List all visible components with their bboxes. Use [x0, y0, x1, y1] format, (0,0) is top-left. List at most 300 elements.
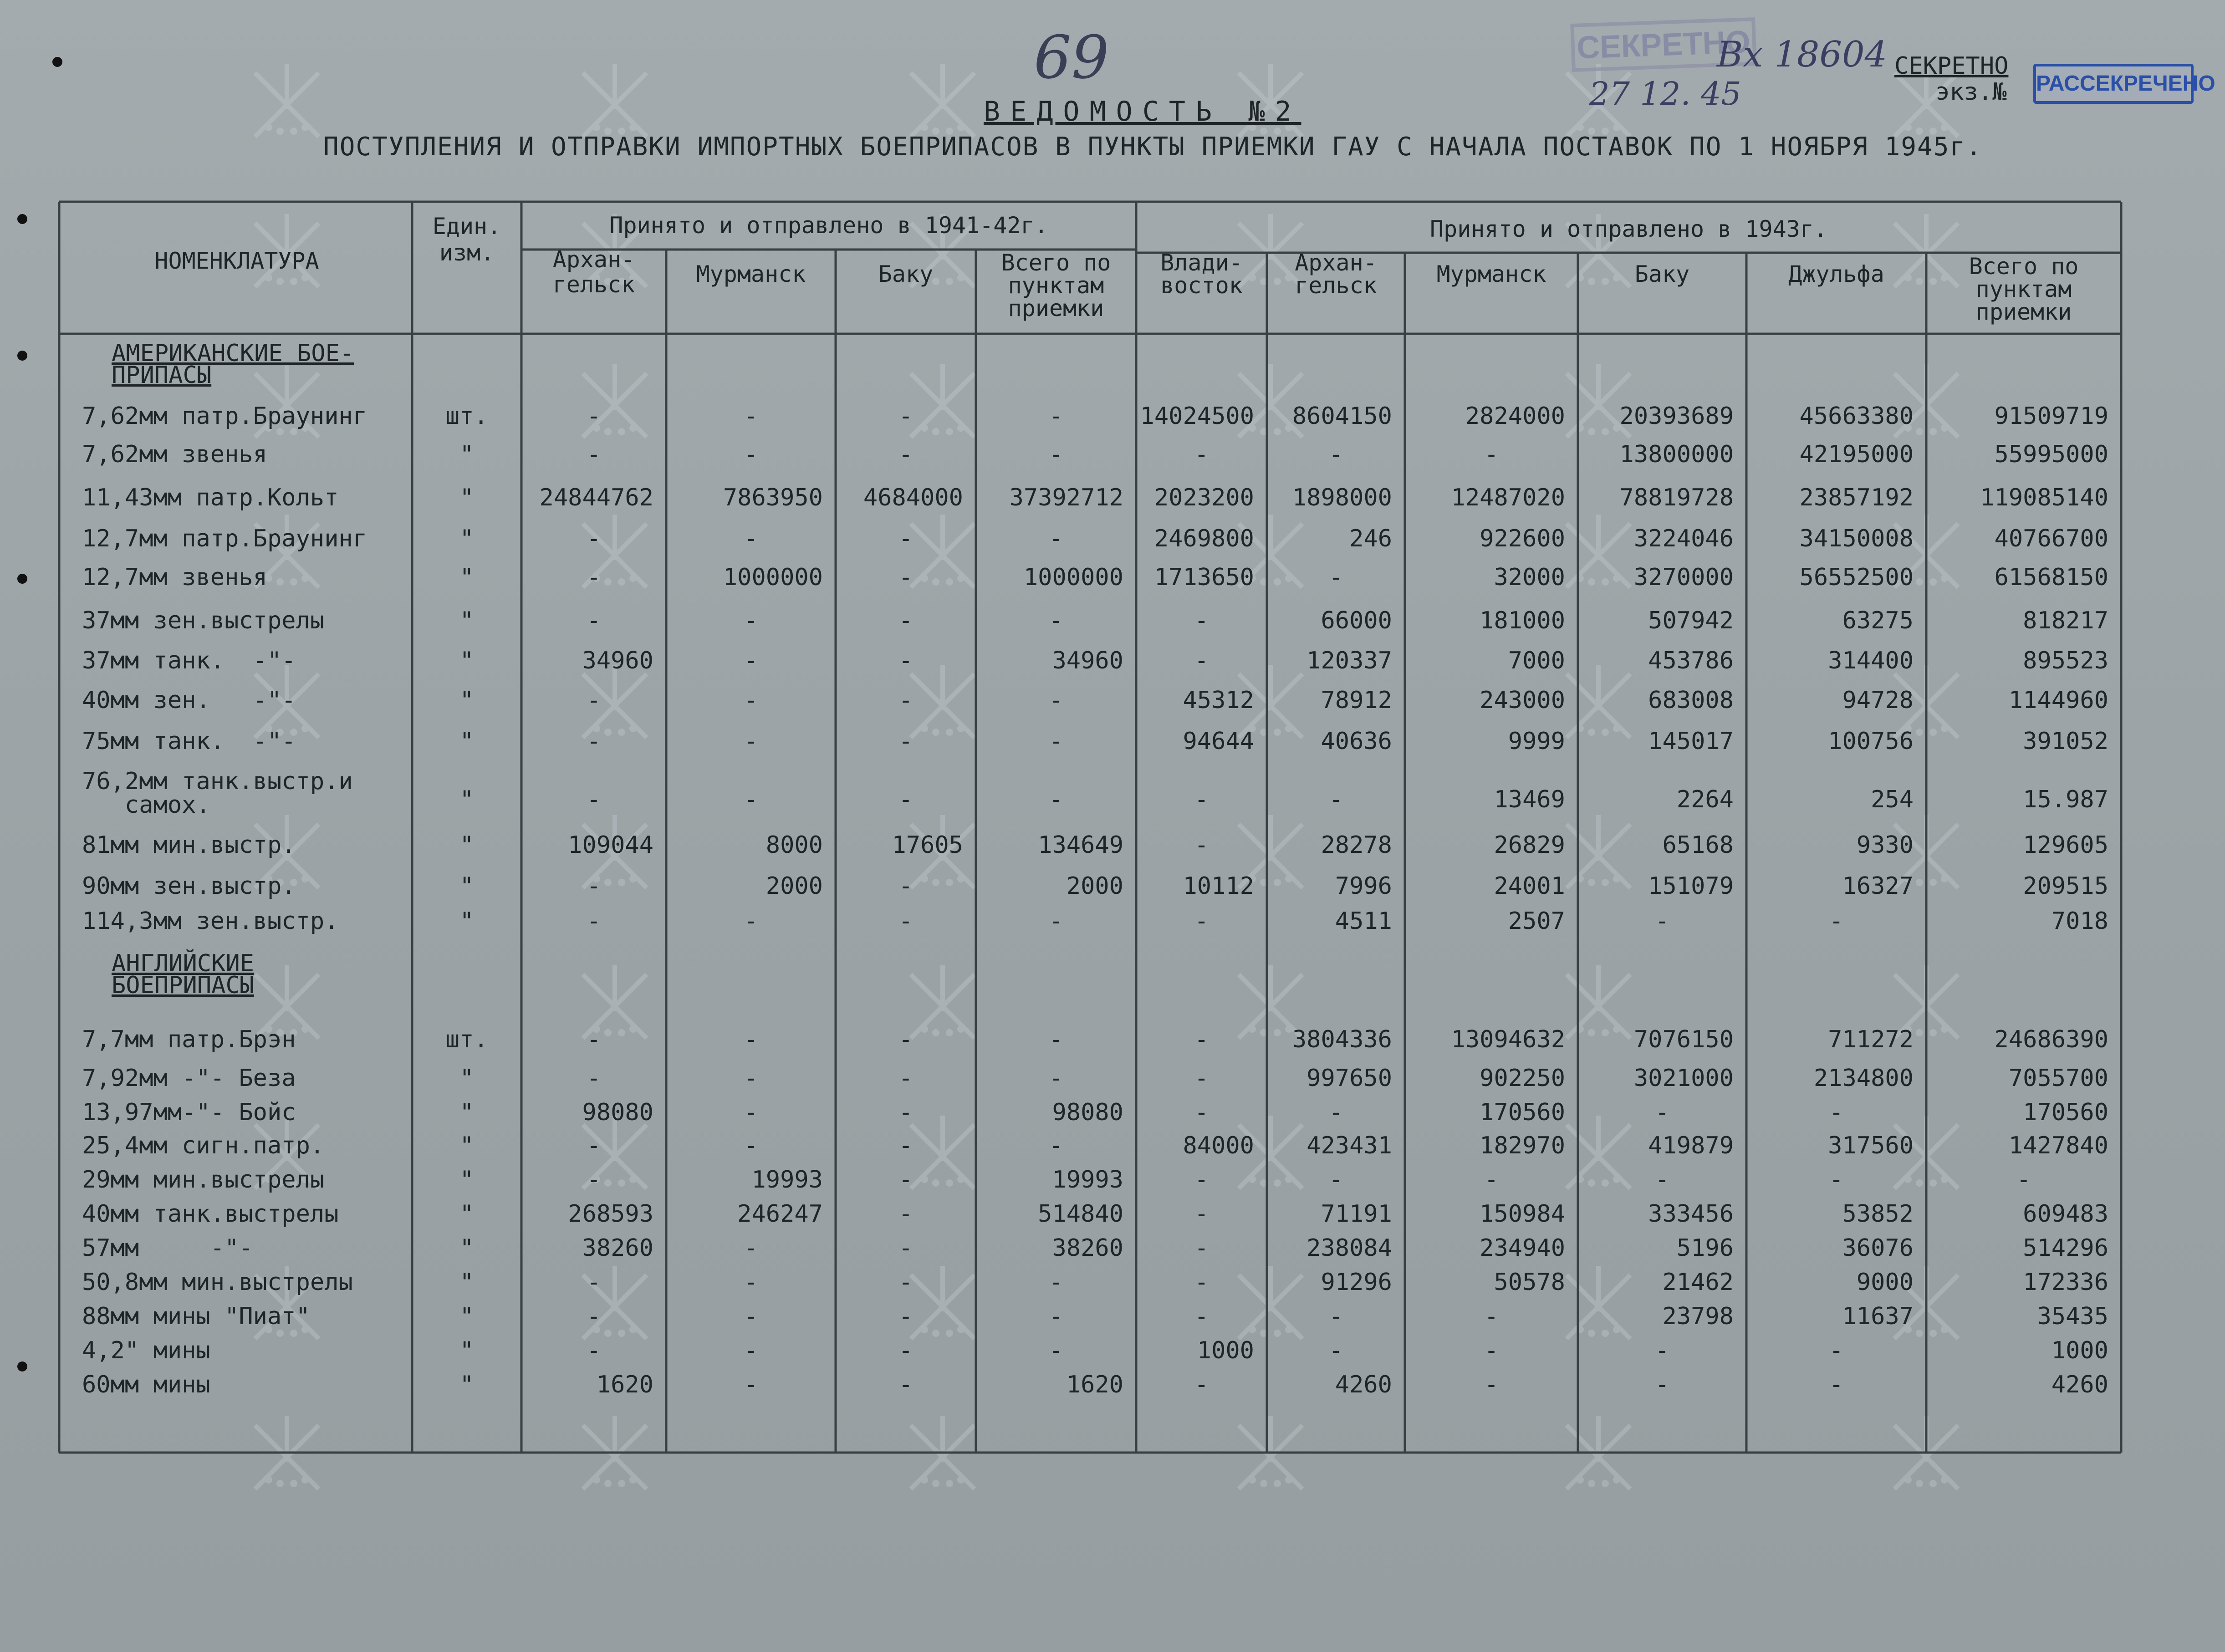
column-header-2: Мурманск: [696, 261, 806, 287]
table-cell: -: [898, 1234, 913, 1262]
table-cell: 134649: [1038, 831, 1123, 859]
table-cell: -: [1484, 1303, 1499, 1330]
row-unit: ": [459, 728, 474, 755]
table-cell: -: [1049, 1026, 1063, 1053]
table-cell: -: [898, 1337, 913, 1364]
table-cell: -: [744, 908, 758, 935]
table-cell: 61568150: [1994, 564, 2108, 591]
row-nomenclature: 12,7мм патр.Браунинг: [82, 525, 367, 552]
table-cell: 234940: [1480, 1234, 1565, 1262]
row-nomenclature: 4,2" мины: [82, 1337, 210, 1364]
table-cell: 2507: [1508, 908, 1565, 935]
table-cell: 19993: [751, 1166, 823, 1193]
table-cell: 333456: [1648, 1200, 1734, 1228]
table-cell: -: [587, 728, 601, 755]
declassified-stamp: РАССЕКРЕЧЕНО: [2033, 64, 2194, 104]
row-nomenclature: 60мм мины: [82, 1371, 210, 1398]
row-unit: ": [459, 484, 474, 511]
row-unit: ": [459, 525, 474, 552]
table-cell: 4511: [1335, 908, 1392, 935]
table-cell: -: [1328, 1166, 1343, 1193]
row-unit: ": [459, 1303, 474, 1330]
row-nomenclature: 75мм танк. -"-: [82, 728, 296, 755]
column-header-5: восток: [1160, 272, 1243, 299]
table-cell: -: [1194, 1371, 1209, 1398]
table-cell: -: [744, 1026, 758, 1053]
table-cell: 23857192: [1799, 484, 1914, 511]
faded-secret-stamp: СЕКРЕТНО: [1570, 17, 1756, 72]
table-cell: 1000: [2051, 1337, 2108, 1364]
table-cell: 24844762: [539, 484, 653, 511]
table-cell: -: [898, 647, 913, 674]
table-cell: -: [898, 872, 913, 900]
row-nomenclature: 11,43мм патр.Кольт: [82, 484, 339, 511]
table-cell: -: [587, 786, 601, 813]
row-nomenclature: 50,8мм мин.выстрелы: [82, 1269, 353, 1296]
table-cell: 3270000: [1633, 564, 1734, 591]
table-cell: -: [744, 525, 758, 552]
column-header-7: Мурманск: [1436, 261, 1546, 287]
table-cell: -: [1484, 1337, 1499, 1364]
column-header-9: Джульфа: [1788, 261, 1884, 287]
table-cell: -: [587, 1337, 601, 1364]
table-cell: -: [1049, 1337, 1063, 1364]
table-cell: -: [1049, 1269, 1063, 1296]
table-cell: -: [1049, 607, 1063, 634]
table-cell: -: [898, 1269, 913, 1296]
table-cell: 13469: [1494, 786, 1565, 813]
table-cell: 419879: [1648, 1132, 1734, 1159]
table-cell: -: [1194, 607, 1209, 634]
table-cell: -: [1194, 786, 1209, 813]
table-cell: -: [744, 1234, 758, 1262]
row-nomenclature: 88мм мины "Пиат": [82, 1303, 310, 1330]
column-header-1: Архан-: [552, 246, 635, 273]
table-cell: -: [1655, 1371, 1669, 1398]
table-cell: -: [1829, 1371, 1844, 1398]
table-cell: 63275: [1842, 607, 1914, 634]
row-unit: ": [459, 908, 474, 935]
table-cell: 120337: [1306, 647, 1392, 674]
table-cell: 91509719: [1994, 403, 2108, 430]
table-cell: 209515: [2023, 872, 2108, 900]
table-cell: 129605: [2023, 831, 2108, 859]
table-cell: 12487020: [1451, 484, 1565, 511]
table-cell: 4684000: [863, 484, 963, 511]
section-british-line2: БОЕПРИПАСЫ: [112, 972, 255, 999]
row-unit: ": [459, 831, 474, 859]
table-cell: -: [1049, 1132, 1063, 1159]
table-cell: -: [587, 1303, 601, 1330]
table-cell: -: [587, 872, 601, 900]
table-cell: -: [1484, 441, 1499, 468]
table-cell: 98080: [1052, 1099, 1123, 1126]
header-group-1943: Принято и отправлено в 1943г.: [1430, 216, 1827, 242]
table-cell: -: [587, 564, 601, 591]
table-cell: -: [1829, 1166, 1844, 1193]
table-cell: -: [1655, 1337, 1669, 1364]
table-cell: -: [1049, 525, 1063, 552]
table-cell: -: [744, 1337, 758, 1364]
table-cell: 2824000: [1465, 403, 1565, 430]
row-nomenclature: 114,3мм зен.выстр.: [82, 908, 339, 935]
table-cell: 45663380: [1799, 403, 1914, 430]
row-unit: ": [459, 1065, 474, 1092]
table-cell: 3021000: [1633, 1065, 1734, 1092]
table-cell: -: [1484, 1166, 1499, 1193]
copy-number-label: экз.№: [1935, 78, 2007, 106]
row-nomenclature: 7,62мм звенья: [82, 441, 267, 468]
table-cell: -: [1194, 1269, 1209, 1296]
row-nomenclature: 7,92мм -"- Беза: [82, 1065, 296, 1092]
row-unit: ": [459, 1132, 474, 1159]
table-cell: 609483: [2023, 1200, 2108, 1228]
table-cell: 1898000: [1292, 484, 1392, 511]
row-nomenclature: 25,4мм сигн.патр.: [82, 1132, 325, 1159]
table-cell: 20393689: [1619, 403, 1734, 430]
table-cell: -: [1049, 786, 1063, 813]
table-cell: 238084: [1306, 1234, 1392, 1262]
column-header-6: Архан-: [1295, 250, 1377, 276]
table-cell: 38260: [1052, 1234, 1123, 1262]
row-nomenclature: 76,2мм танк.выстр.и: [82, 768, 353, 795]
row-nomenclature: 40мм танк.выстрелы: [82, 1200, 339, 1228]
table-cell: 10112: [1183, 872, 1254, 900]
table-cell: 314400: [1828, 647, 1914, 674]
table-cell: -: [744, 1371, 758, 1398]
row-nomenclature: 57мм -"-: [82, 1234, 253, 1262]
table-cell: -: [1829, 1337, 1844, 1364]
row-unit: ": [459, 607, 474, 634]
table-cell: 151079: [1648, 872, 1734, 900]
table-cell: 902250: [1480, 1065, 1565, 1092]
table-cell: -: [1829, 908, 1844, 935]
table-cell: 181000: [1480, 607, 1565, 634]
table-cell: -: [898, 1026, 913, 1053]
row-unit: ": [459, 1337, 474, 1364]
table-cell: -: [1194, 1065, 1209, 1092]
column-header-10: Всего по: [1969, 253, 2079, 280]
table-cell: -: [587, 1065, 601, 1092]
table-cell: 922600: [1480, 525, 1565, 552]
row-nomenclature: 90мм зен.выстр.: [82, 872, 296, 900]
table-cell: 78819728: [1619, 484, 1734, 511]
table-cell: -: [1328, 564, 1343, 591]
table-cell: -: [587, 1026, 601, 1053]
column-header-5: Влади-: [1160, 250, 1243, 276]
row-nomenclature: 81мм мин.выстр.: [82, 831, 296, 859]
table-cell: 14024500: [1140, 403, 1254, 430]
row-nomenclature: 37мм зен.выстрелы: [82, 607, 325, 634]
table-cell: 2000: [1066, 872, 1123, 900]
table-cell: 24686390: [1994, 1026, 2108, 1053]
table-cell: -: [898, 441, 913, 468]
table-cell: 28278: [1321, 831, 1392, 859]
table-cell: -: [898, 1200, 913, 1228]
table-cell: -: [1194, 1026, 1209, 1053]
table-cell: -: [744, 403, 758, 430]
table-cell: 66000: [1321, 607, 1392, 634]
table-cell: 56552500: [1799, 564, 1914, 591]
table-cell: 2023200: [1154, 484, 1254, 511]
table-cell: -: [1194, 441, 1209, 468]
section-american-line2: ПРИПАСЫ: [112, 362, 212, 389]
table-cell: 3804336: [1292, 1026, 1392, 1053]
table-cell: 11637: [1842, 1303, 1914, 1330]
column-header-10: пунктам: [1975, 276, 2072, 302]
table-cell: 2000: [765, 872, 823, 900]
table-cell: -: [898, 1099, 913, 1126]
table-cell: 1000: [1197, 1337, 1254, 1364]
table-cell: -: [744, 607, 758, 634]
table-cell: 94728: [1842, 687, 1914, 714]
table-cell: -: [744, 441, 758, 468]
table-cell: -: [898, 1303, 913, 1330]
table-cell: -: [1655, 1166, 1669, 1193]
row-unit: ": [459, 564, 474, 591]
row-nomenclature: самох.: [82, 791, 210, 819]
table-cell: 84000: [1183, 1132, 1254, 1159]
table-cell: 109044: [568, 831, 653, 859]
table-cell: -: [898, 607, 913, 634]
table-cell: -: [1194, 1166, 1209, 1193]
table-cell: -: [744, 786, 758, 813]
table-cell: -: [1484, 1371, 1499, 1398]
header-group-1941-42: Принято и отправлено в 1941-42г.: [609, 212, 1048, 239]
table-cell: 21462: [1662, 1269, 1734, 1296]
table-cell: 15.987: [2023, 786, 2108, 813]
table-cell: -: [744, 1303, 758, 1330]
table-cell: 42195000: [1799, 441, 1914, 468]
table-cell: 150984: [1480, 1200, 1565, 1228]
row-unit: шт.: [445, 403, 488, 430]
table-cell: 711272: [1828, 1026, 1914, 1053]
section-british-line1: АНГЛИЙСКИЕ: [112, 950, 255, 977]
table-cell: 98080: [582, 1099, 653, 1126]
table-cell: 34150008: [1799, 525, 1914, 552]
table-cell: -: [1194, 1200, 1209, 1228]
table-cell: -: [1194, 1303, 1209, 1330]
table-cell: 514296: [2023, 1234, 2108, 1262]
row-unit: ": [459, 872, 474, 900]
table-cell: 243000: [1480, 687, 1565, 714]
table-cell: 391052: [2023, 728, 2108, 755]
page-number-handwritten: 69: [1034, 23, 1109, 92]
table-cell: 246: [1349, 525, 1392, 552]
table-cell: 4260: [2051, 1371, 2108, 1398]
table-cell: -: [587, 687, 601, 714]
row-unit: ": [459, 1099, 474, 1126]
table-cell: 170560: [2023, 1099, 2108, 1126]
row-unit: ": [459, 1200, 474, 1228]
table-cell: 50578: [1494, 1269, 1565, 1296]
row-nomenclature: 12,7мм звенья: [82, 564, 267, 591]
table-cell: 997650: [1306, 1065, 1392, 1092]
table-cell: 145017: [1648, 728, 1734, 755]
table-cell: 1144960: [2008, 687, 2108, 714]
header-unit-line1: Един.: [432, 213, 501, 240]
table-cell: 65168: [1662, 831, 1734, 859]
row-unit: ": [459, 1234, 474, 1262]
table-cell: -: [1328, 786, 1343, 813]
table-cell: 5196: [1676, 1234, 1734, 1262]
table-cell: 172336: [2023, 1269, 2108, 1296]
table-cell: 2469800: [1154, 525, 1254, 552]
table-cell: 23798: [1662, 1303, 1734, 1330]
table-cell: 55995000: [1994, 441, 2108, 468]
table-cell: -: [587, 525, 601, 552]
table-cell: -: [587, 441, 601, 468]
table-cell: 317560: [1828, 1132, 1914, 1159]
column-header-4: приемки: [1008, 295, 1104, 321]
table-cell: -: [744, 1269, 758, 1296]
table-cell: 182970: [1480, 1132, 1565, 1159]
row-nomenclature: 40мм зен. -"-: [82, 687, 296, 714]
row-unit: ": [459, 1371, 474, 1398]
table-cell: 1427840: [2008, 1132, 2108, 1159]
row-nomenclature: 13,97мм-"- Бойс: [82, 1099, 296, 1126]
registration-date: 27 12. 45: [1589, 75, 1741, 112]
table-cell: 4260: [1335, 1371, 1392, 1398]
row-nomenclature: 29мм мин.выстрелы: [82, 1166, 325, 1193]
table-cell: 37392712: [1009, 484, 1123, 511]
table-cell: 818217: [2023, 607, 2108, 634]
table-cell: 268593: [568, 1200, 653, 1228]
table-cell: 13094632: [1451, 1026, 1565, 1053]
table-cell: 9330: [1856, 831, 1914, 859]
table-cell: 7076150: [1633, 1026, 1734, 1053]
table-cell: -: [1049, 687, 1063, 714]
table-cell: 8000: [765, 831, 823, 859]
table-cell: 16327: [1842, 872, 1914, 900]
table-cell: 895523: [2023, 647, 2108, 674]
table-cell: 423431: [1306, 1132, 1392, 1159]
table-cell: 9000: [1856, 1269, 1914, 1296]
table-cell: -: [898, 687, 913, 714]
table-cell: 514840: [1038, 1200, 1123, 1228]
table-cell: 3224046: [1633, 525, 1734, 552]
table-cell: -: [744, 728, 758, 755]
table-cell: -: [1655, 908, 1669, 935]
table-cell: 45312: [1183, 687, 1254, 714]
table-cell: 1000000: [1023, 564, 1123, 591]
table-cell: -: [1655, 1099, 1669, 1126]
row-unit: ": [459, 647, 474, 674]
table-cell: -: [587, 607, 601, 634]
table-cell: -: [587, 1132, 601, 1159]
table-cell: -: [744, 1132, 758, 1159]
secrecy-label: СЕКРЕТНО: [1894, 52, 2009, 80]
row-unit: ": [459, 441, 474, 468]
table-cell: 32000: [1494, 564, 1565, 591]
table-cell: 53852: [1842, 1200, 1914, 1228]
table-cell: -: [1194, 908, 1209, 935]
table-cell: -: [587, 403, 601, 430]
table-cell: -: [587, 1166, 601, 1193]
table-cell: 2264: [1676, 786, 1734, 813]
table-cell: 100756: [1828, 728, 1914, 755]
table-cell: 40636: [1321, 728, 1392, 755]
table-cell: -: [744, 1099, 758, 1126]
table-cell: 13800000: [1619, 441, 1734, 468]
table-cell: -: [898, 564, 913, 591]
table-cell: 7018: [2051, 908, 2108, 935]
table-cell: -: [898, 1065, 913, 1092]
table-cell: 1713650: [1154, 564, 1254, 591]
table-cell: 7863950: [723, 484, 823, 511]
table-cell: 170560: [1480, 1099, 1565, 1126]
table-cell: -: [1194, 1234, 1209, 1262]
column-header-4: Всего по: [1001, 250, 1111, 276]
table-cell: 246247: [737, 1200, 823, 1228]
table-cell: -: [1194, 831, 1209, 859]
table-cell: -: [1328, 1303, 1343, 1330]
section-american-line1: АМЕРИКАНСКИЕ БОЕ-: [112, 340, 354, 367]
table-cell: 453786: [1648, 647, 1734, 674]
table-cell: -: [1049, 403, 1063, 430]
table-cell: 34960: [1052, 647, 1123, 674]
table-cell: 94644: [1183, 728, 1254, 755]
table-cell: -: [898, 908, 913, 935]
document-subtitle: ПОСТУПЛЕНИЯ И ОТПРАВКИ ИМПОРТНЫХ БОЕПРИПАСОВ В ПУНКТЫ ПРИЕМКИ ГАУ С НАЧАЛА ПОСТАВОК ПО 1 НОЯБРЯ 1945г.: [323, 132, 1982, 162]
table-cell: -: [2016, 1166, 2031, 1193]
table-cell: -: [1829, 1099, 1844, 1126]
table-cell: -: [898, 1371, 913, 1398]
table-cell: -: [1328, 1337, 1343, 1364]
row-nomenclature: 37мм танк. -"-: [82, 647, 296, 674]
table-cell: -: [1049, 1065, 1063, 1092]
table-cell: 9999: [1508, 728, 1565, 755]
document-title: ВЕДОМОСТЬ №2: [984, 96, 1301, 127]
table-cell: -: [744, 647, 758, 674]
table-cell: 17605: [892, 831, 963, 859]
row-nomenclature: 7,7мм патр.Брэн: [82, 1026, 296, 1053]
table-cell: 254: [1871, 786, 1914, 813]
column-header-1: гельск: [552, 271, 635, 298]
table-cell: 2134800: [1813, 1065, 1914, 1092]
table-cell: 119085140: [1980, 484, 2108, 511]
table-cell: -: [1049, 908, 1063, 935]
table-cell: -: [1049, 1303, 1063, 1330]
column-header-8: Баку: [1634, 261, 1690, 287]
table-cell: 36076: [1842, 1234, 1914, 1262]
header-unit-line2: изм.: [439, 240, 495, 266]
table-cell: 1000000: [723, 564, 823, 591]
registration-number: Вх 18604: [1717, 34, 1888, 75]
table-cell: 91296: [1321, 1269, 1392, 1296]
table-cell: -: [744, 687, 758, 714]
column-header-10: приемки: [1975, 299, 2072, 325]
table-cell: 507942: [1648, 607, 1734, 634]
table-cell: 38260: [582, 1234, 653, 1262]
table-cell: 34960: [582, 647, 653, 674]
table-cell: -: [1328, 441, 1343, 468]
column-header-6: гельск: [1295, 272, 1377, 299]
table-cell: -: [744, 1065, 758, 1092]
header-nomenclature: НОМЕНКЛАТУРА: [154, 248, 319, 274]
table-cell: 683008: [1648, 687, 1734, 714]
table-cell: -: [898, 728, 913, 755]
table-cell: 24001: [1494, 872, 1565, 900]
table-cell: -: [898, 403, 913, 430]
row-unit: ": [459, 786, 474, 813]
column-header-4: пунктам: [1008, 272, 1104, 299]
row-nomenclature: 7,62мм патр.Браунинг: [82, 403, 367, 430]
table-cell: -: [1194, 1099, 1209, 1126]
table-cell: 26829: [1494, 831, 1565, 859]
table-cell: -: [898, 525, 913, 552]
table-cell: 78912: [1321, 687, 1392, 714]
